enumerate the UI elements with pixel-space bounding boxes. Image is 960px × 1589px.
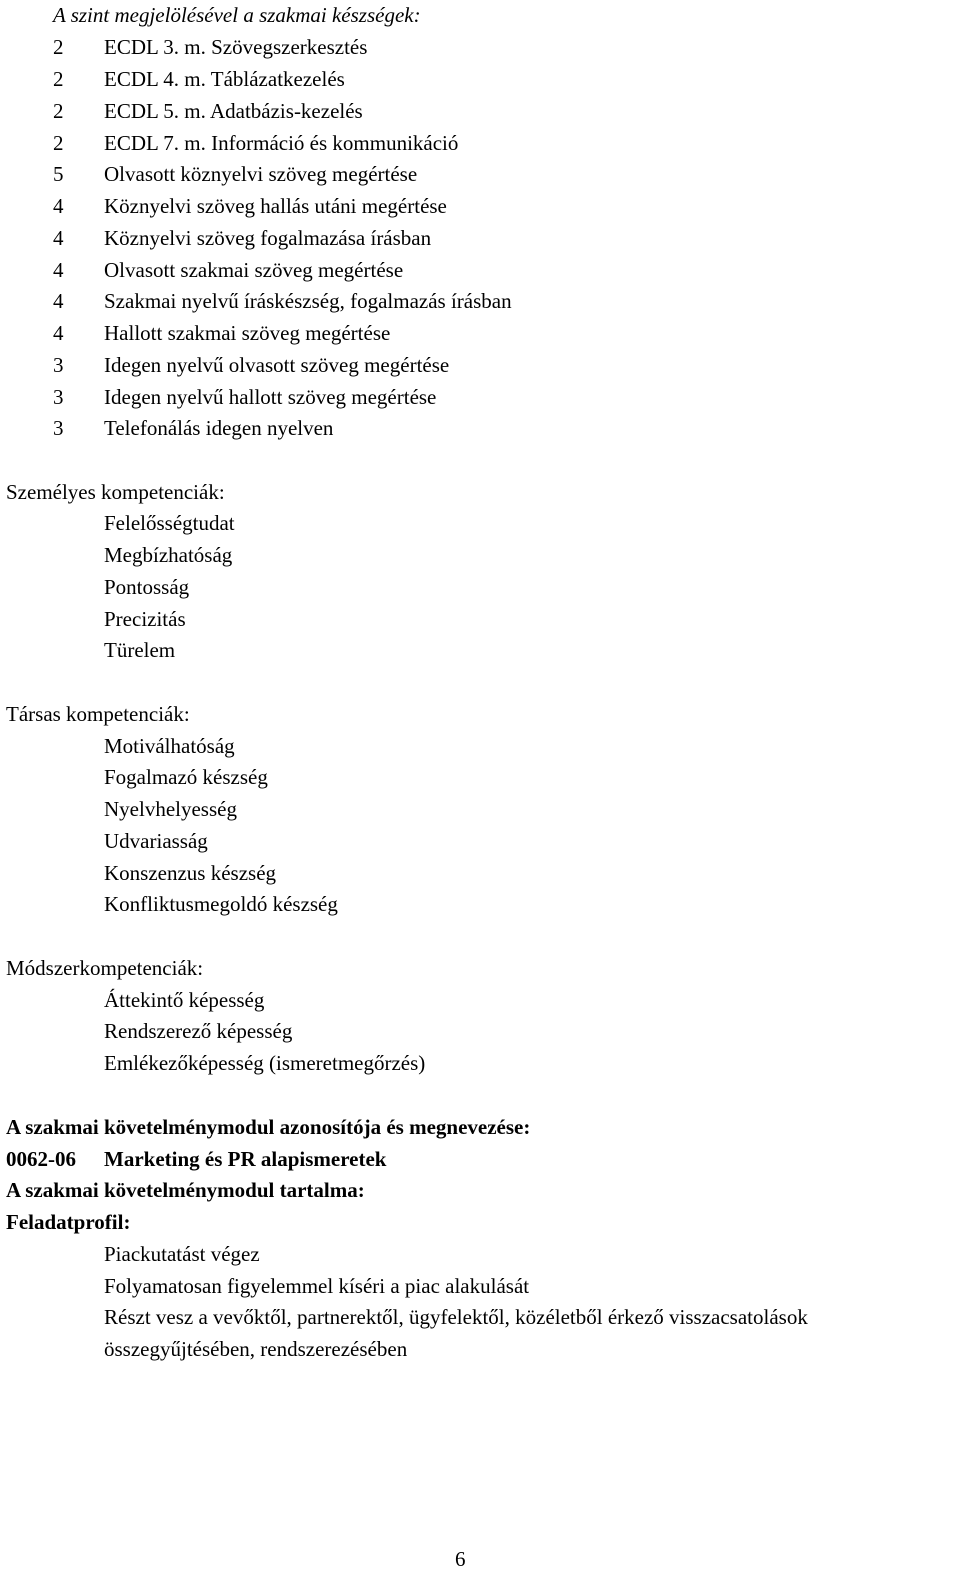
list-item: Rendszerező képesség <box>104 1019 293 1043</box>
skill-level: 4 <box>53 289 64 313</box>
skill-text: Olvasott köznyelvi szöveg megértése <box>104 162 418 186</box>
skill-level: 2 <box>53 67 64 91</box>
module-name: Marketing és PR alapismeretek <box>104 1147 387 1171</box>
list-item: Motiválhatóság <box>104 734 235 758</box>
list-item: Felelősségtudat <box>104 511 235 535</box>
skill-text: ECDL 5. m. Adatbázis-kezelés <box>104 99 363 123</box>
skill-level: 4 <box>53 321 64 345</box>
list-item: Piackutatást végez <box>104 1242 260 1266</box>
skill-level: 4 <box>53 194 64 218</box>
skill-level: 3 <box>53 353 64 377</box>
list-item: Nyelvhelyesség <box>104 797 237 821</box>
module-content-heading: A szakmai követelménymodul tartalma: <box>6 1178 365 1202</box>
list-item: Részt vesz a vevőktől, partnerektől, ügyfelektől, közéletből érkező visszacsatolások <box>104 1305 808 1329</box>
module-code: 0062-06 <box>6 1147 76 1171</box>
skill-level: 2 <box>53 99 64 123</box>
list-item: Udvariasság <box>104 829 208 853</box>
list-item: Konszenzus készség <box>104 861 277 885</box>
skill-text: Hallott szakmai szöveg megértése <box>104 321 391 345</box>
skill-text: Szakmai nyelvű íráskészség, fogalmazás írásban <box>104 289 512 313</box>
skill-level: 5 <box>53 162 64 186</box>
skill-text: Köznyelvi szöveg fogalmazása írásban <box>104 226 432 250</box>
skill-level: 4 <box>53 226 64 250</box>
skill-level: 2 <box>53 35 64 59</box>
method-heading: Módszerkompetenciák: <box>6 956 204 980</box>
list-item: Türelem <box>104 638 176 662</box>
skills-heading: A szint megjelölésével a szakmai készségek: <box>53 3 421 27</box>
skill-text: Olvasott szakmai szöveg megértése <box>104 258 404 282</box>
skill-text: Idegen nyelvű olvasott szöveg megértése <box>104 353 450 377</box>
skill-text: Idegen nyelvű hallott szöveg megértése <box>104 385 437 409</box>
page-number: 6 <box>455 1547 466 1571</box>
skill-text: ECDL 7. m. Információ és kommunikáció <box>104 131 459 155</box>
skill-level: 3 <box>53 385 64 409</box>
skill-text: ECDL 4. m. Táblázatkezelés <box>104 67 345 91</box>
list-item: Pontosság <box>104 575 190 599</box>
skill-text: Köznyelvi szöveg hallás utáni megértése <box>104 194 447 218</box>
list-item: Fogalmazó készség <box>104 765 268 789</box>
list-item: Megbízhatóság <box>104 543 233 567</box>
social-heading: Társas kompetenciák: <box>6 702 190 726</box>
list-item: Precizitás <box>104 607 186 631</box>
skill-level: 4 <box>53 258 64 282</box>
skill-text: Telefonálás idegen nyelven <box>104 416 334 440</box>
personal-heading: Személyes kompetenciák: <box>6 480 225 504</box>
skill-level: 2 <box>53 131 64 155</box>
list-item: Folyamatosan figyelemmel kíséri a piac alakulását <box>104 1274 530 1298</box>
list-item: összegyűjtésében, rendszerezésében <box>104 1337 408 1361</box>
skill-level: 3 <box>53 416 64 440</box>
skill-text: ECDL 3. m. Szövegszerkesztés <box>104 35 368 59</box>
task-profile-heading: Feladatprofil: <box>6 1210 131 1234</box>
list-item: Konfliktusmegoldó készség <box>104 892 338 916</box>
list-item: Áttekintő képesség <box>104 988 265 1012</box>
module-id-heading: A szakmai követelménymodul azonosítója és megnevezése: <box>6 1115 531 1139</box>
list-item: Emlékezőképesség (ismeretmegőrzés) <box>104 1051 426 1075</box>
